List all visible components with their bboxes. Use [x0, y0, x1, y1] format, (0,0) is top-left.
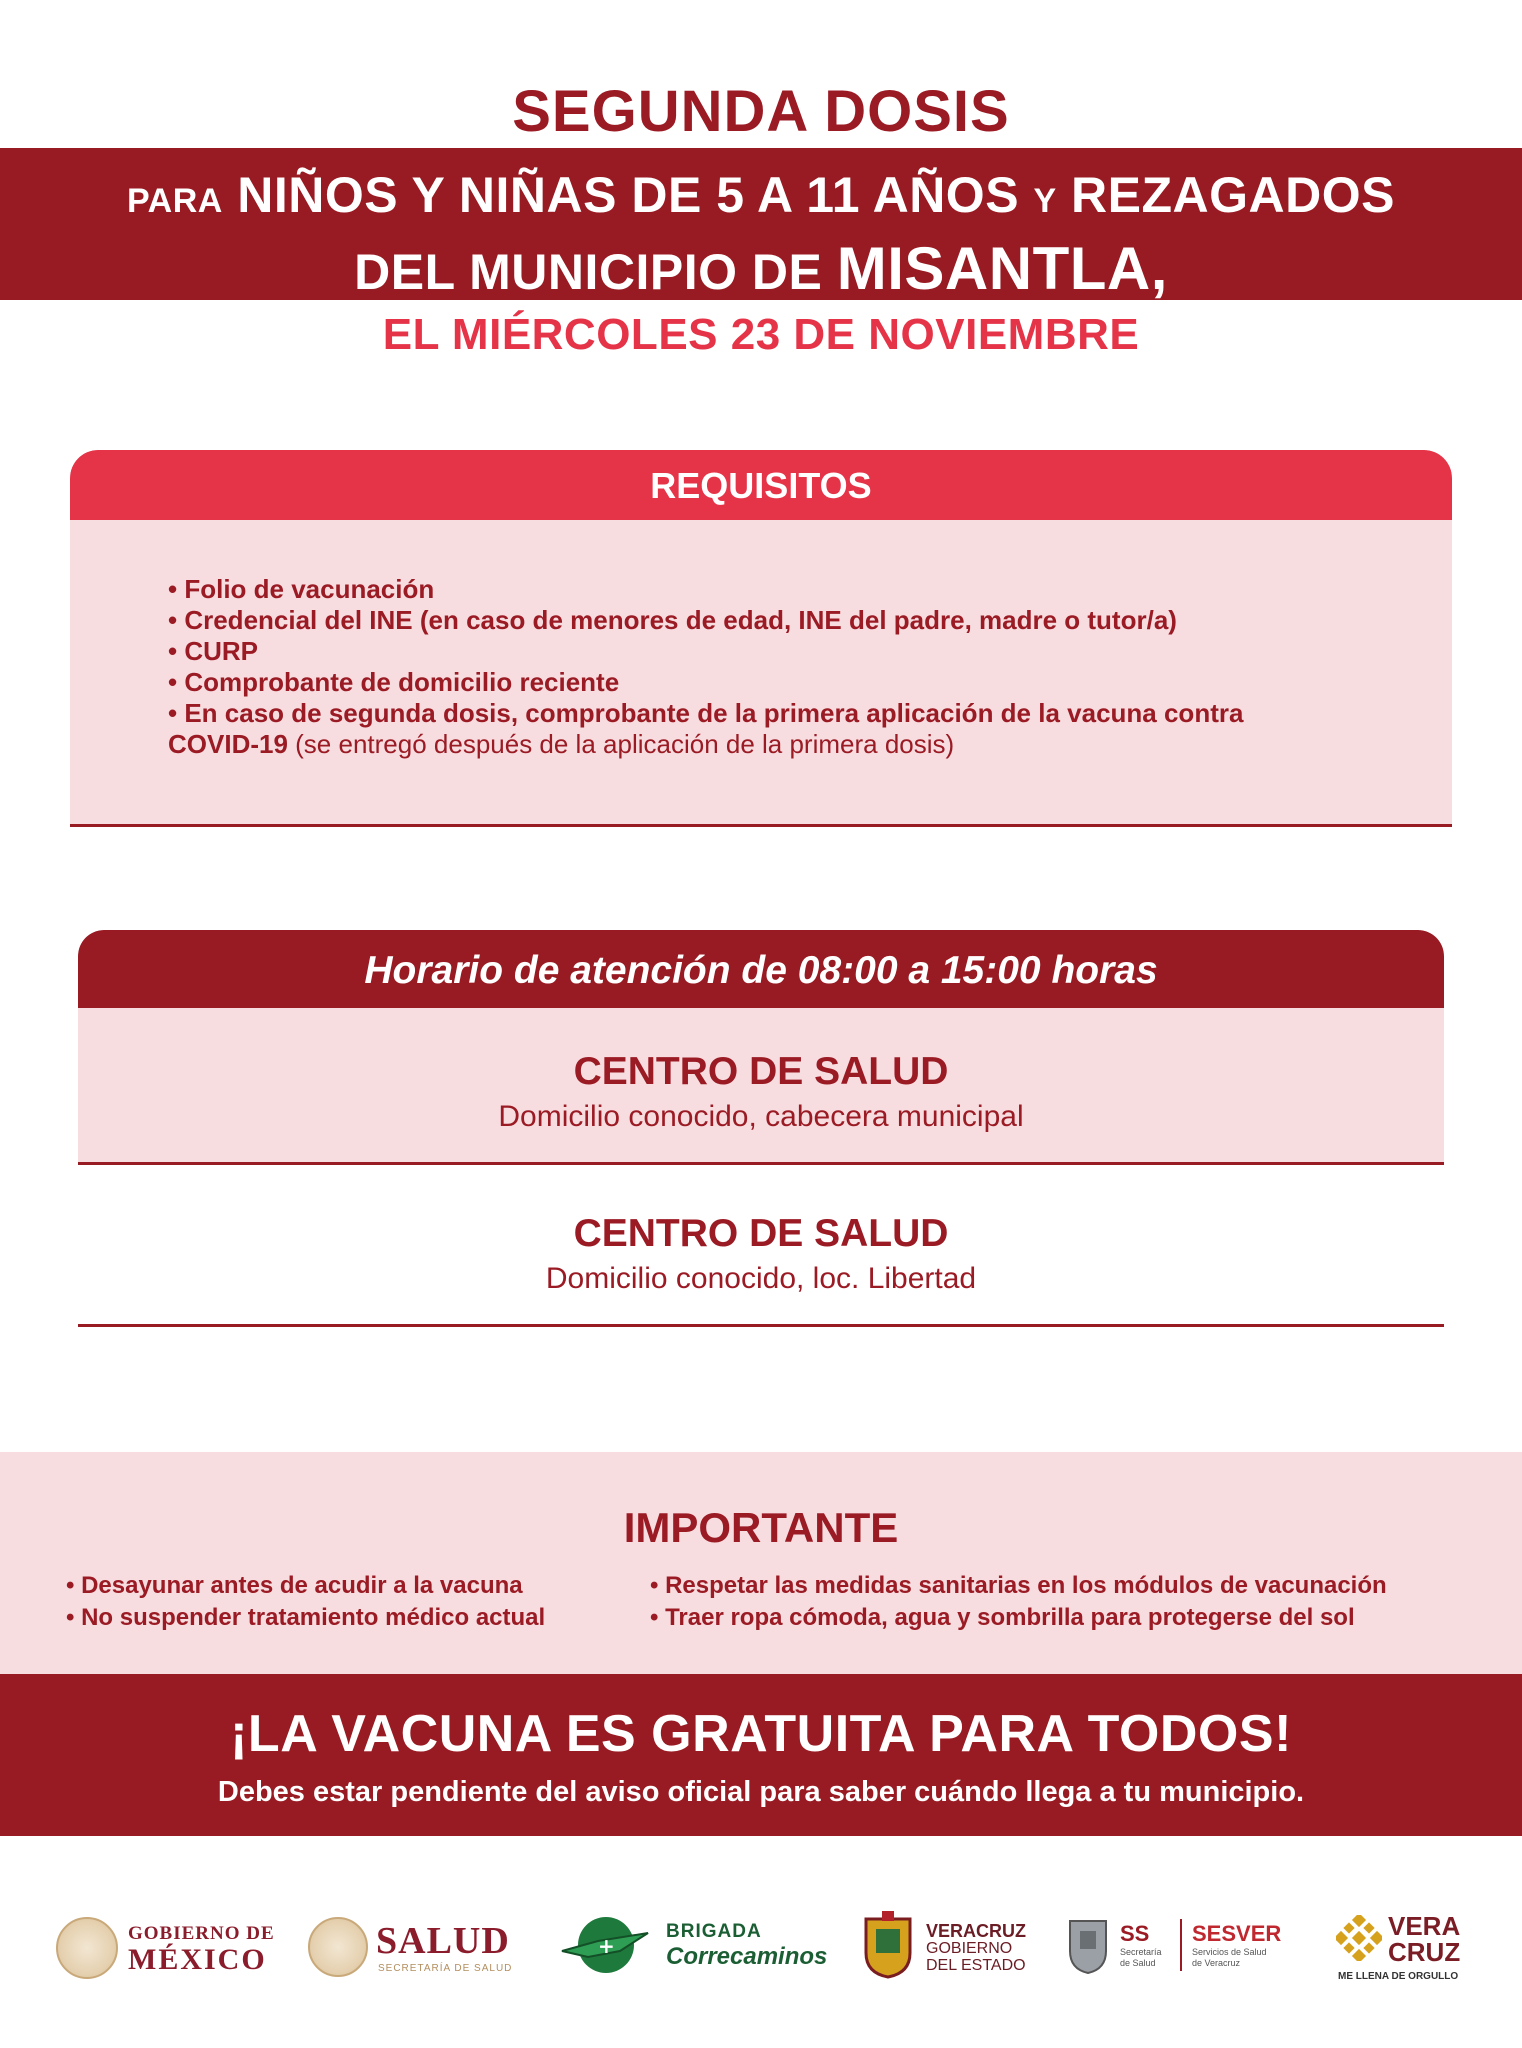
sesver-sub2-text: de Veracruz — [1192, 1958, 1241, 1968]
requisitos-box — [70, 450, 1452, 827]
horario-heading: Horario de atención de 08:00 a 15:00 horas — [78, 930, 1444, 1008]
audience-text: NIÑOS Y NIÑAS DE 5 A 11 AÑOS — [237, 167, 1020, 223]
list-item: • No suspender tratamiento médico actual — [66, 1604, 546, 1631]
salud-logo — [308, 1905, 538, 1985]
list-item: • En caso de segunda dosis, comprobante de la primera aplicación de la vacuna contra — [168, 698, 1244, 728]
list-item-continued — [168, 729, 1368, 760]
title-band — [0, 148, 1522, 300]
list-item: • Desayunar antes de acudir a la vacuna — [66, 1572, 523, 1599]
veracruz-gobierno-logo — [860, 1905, 1040, 1985]
conjunction-text: Y — [1033, 182, 1057, 220]
eagle-seal-icon — [308, 1917, 368, 1977]
municipio-label: DEL MUNICIPIO DE — [354, 244, 823, 300]
center-block — [78, 1162, 1444, 1327]
center-address: Domicilio conocido, loc. Libertad — [545, 1262, 977, 1295]
horario-box — [78, 930, 1444, 1165]
del-estado-text: DEL ESTADO — [926, 1957, 1026, 1974]
prefix-text: PARA — [126, 182, 223, 220]
secretaria-text: SECRETARÍA DE SALUD — [378, 1963, 513, 1974]
eagle-seal-icon — [56, 1917, 118, 1979]
center-name: CENTRO DE SALUD — [573, 1212, 949, 1255]
state-shield-icon — [1066, 1915, 1110, 1975]
ss-sesver-logo — [1066, 1905, 1296, 1985]
list-item: • CURP — [168, 636, 258, 666]
ss-salud-text: de Salud — [1120, 1958, 1156, 1968]
svg-text:+: + — [598, 1934, 615, 1958]
cruz-text: CRUZ — [1388, 1937, 1461, 1967]
requisitos-list — [168, 574, 1368, 760]
banner-subtitle: Debes estar pendiente del aviso oficial para saber cuándo llega a tu municipio. — [217, 1776, 1305, 1808]
brigada-text: BRIGADA — [666, 1921, 762, 1942]
sesver-text: SESVER — [1192, 1921, 1282, 1946]
municipio-name: MISANTLA, — [836, 235, 1168, 302]
importante-section — [0, 1452, 1522, 1674]
orgullo-text: ME LLENA DE ORGULLO — [1338, 1971, 1459, 1982]
veracruz-text: VERACRUZ — [926, 1921, 1027, 1941]
importante-heading: IMPORTANTE — [623, 1504, 899, 1551]
brigada-correcaminos-logo — [558, 1905, 828, 1985]
center-name: CENTRO DE SALUD — [573, 1050, 949, 1093]
gobierno-text: GOBIERNO DE — [128, 1923, 275, 1944]
sesver-sub1-text: Servicios de Salud — [1192, 1947, 1267, 1957]
vera-text: VERA — [1388, 1911, 1461, 1941]
roadrunner-icon — [558, 1911, 658, 1981]
salud-text: SALUD — [376, 1920, 510, 1962]
covid-note: (se entregó después de la aplicación de la primera dosis) — [287, 729, 955, 759]
list-item: • Credencial del INE (en caso de menores de edad, INE del padre, madre o tutor/a) — [168, 605, 1177, 635]
center-address: Domicilio conocido, cabecera municipal — [498, 1100, 1024, 1133]
list-item: • Comprobante de domicilio reciente — [168, 667, 620, 697]
gobierno-estado-text: GOBIERNO — [926, 1940, 1013, 1957]
correcaminos-text: Correcaminos — [666, 1943, 828, 1970]
date-text: EL MIÉRCOLES 23 DE NOVIEMBRE — [382, 310, 1140, 359]
rezagados-text: REZAGADOS — [1071, 167, 1396, 223]
list-item: • Respetar las medidas sanitarias en los módulos de vacunación — [650, 1572, 1387, 1599]
title-line-2 — [0, 234, 1522, 303]
pattern-icon — [1336, 1915, 1382, 1961]
ss-secretaria-text: Secretaría — [1120, 1947, 1162, 1957]
logo-divider — [1180, 1919, 1182, 1971]
ss-text: SS — [1120, 1921, 1150, 1946]
covid-label: COVID-19 — [168, 729, 288, 759]
list-item: • Traer ropa cómoda, agua y sombrilla para protegerse del sol — [650, 1604, 1355, 1631]
list-item: • Folio de vacunación — [168, 574, 435, 604]
veracruz-orgullo-logo — [1336, 1905, 1486, 1985]
mexico-text: MÉXICO — [128, 1943, 267, 1976]
banner-title: ¡LA VACUNA ES GRATUITA PARA TODOS! — [230, 1705, 1292, 1763]
coat-of-arms-icon — [860, 1909, 916, 1979]
free-vaccine-banner — [0, 1674, 1522, 1836]
requisitos-heading: REQUISITOS — [70, 450, 1452, 520]
page-title: SEGUNDA DOSIS — [512, 79, 1010, 144]
title-line-1 — [0, 166, 1522, 224]
gobierno-mexico-logo — [56, 1905, 276, 1985]
